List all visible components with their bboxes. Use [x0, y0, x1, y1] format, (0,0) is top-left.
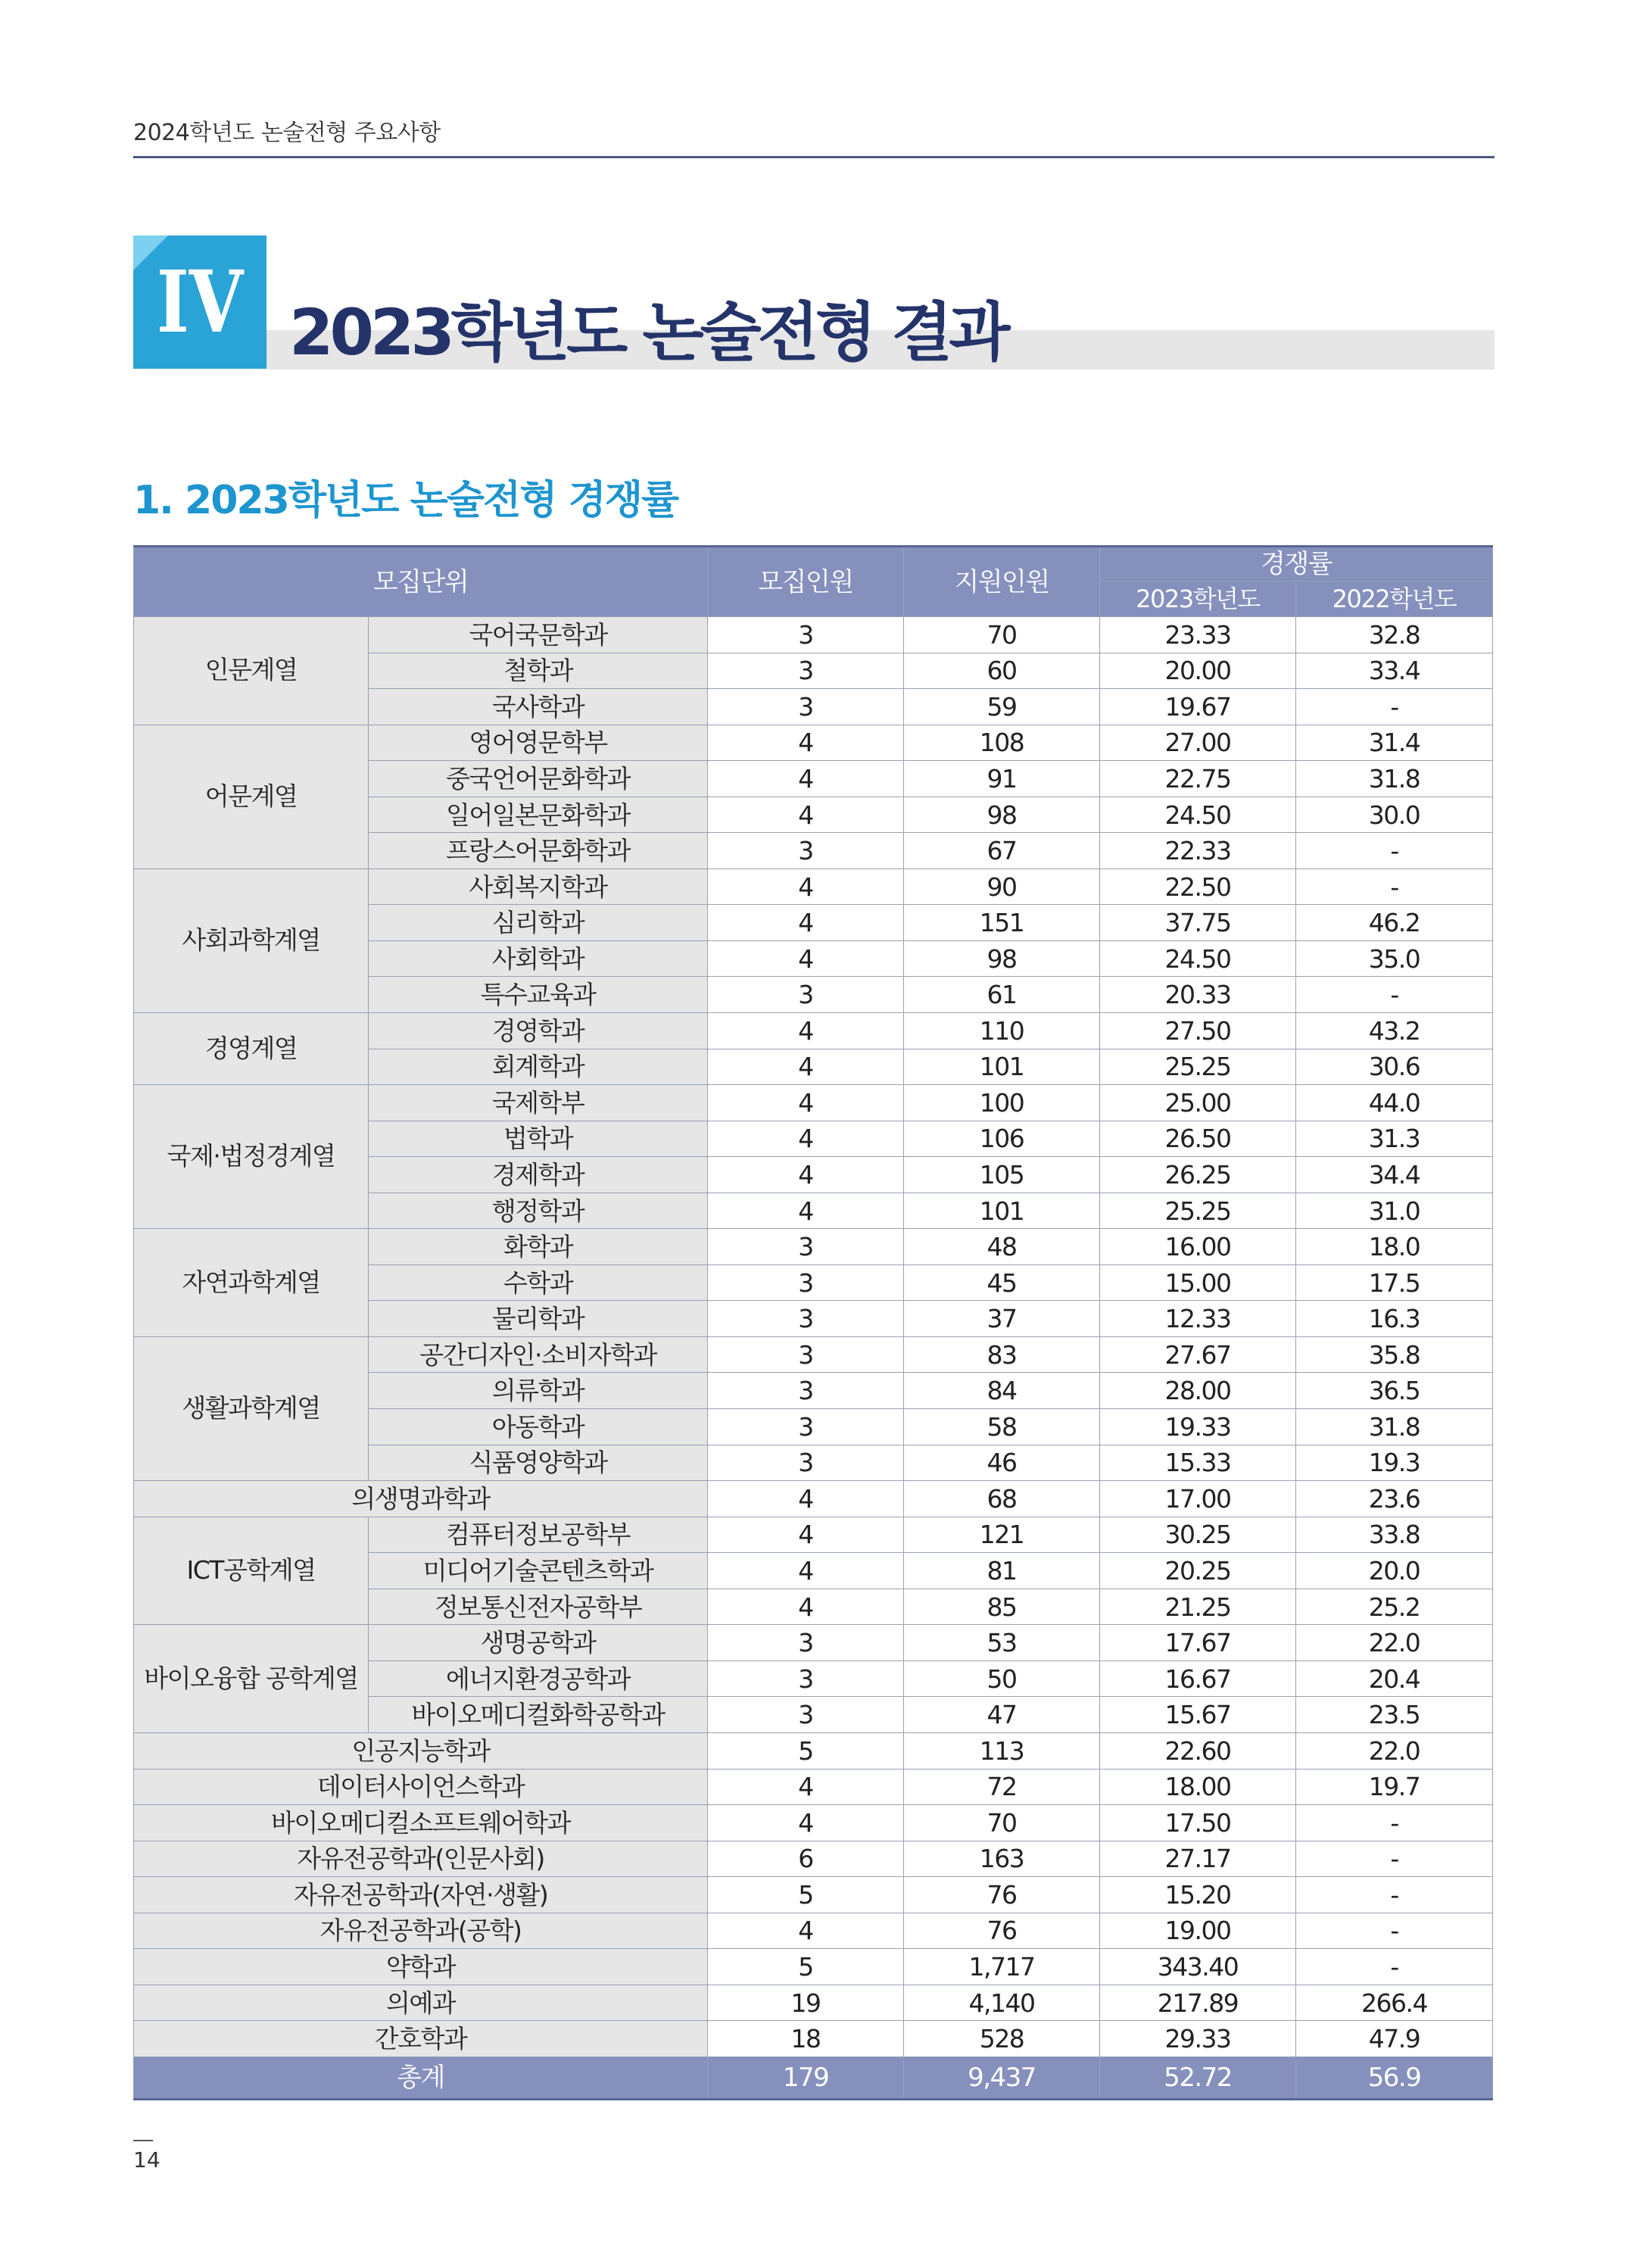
ratio-2022-cell: 23.5: [1296, 1697, 1493, 1733]
ratio-2023-cell: 25.00: [1100, 1085, 1296, 1121]
group-name: 생활과학계열: [134, 1336, 369, 1480]
applicants-cell: 528: [904, 2021, 1100, 2057]
department-name: 영어영문학부: [369, 725, 708, 761]
ratio-2022-cell: 22.0: [1296, 1732, 1493, 1769]
department-name: 프랑스어문화학과: [369, 833, 708, 869]
applicants-cell: 101: [904, 1193, 1100, 1229]
applicants-cell: 113: [904, 1732, 1100, 1769]
ratio-2022-cell: -: [1296, 868, 1493, 905]
ratio-2022-cell: 31.8: [1296, 1409, 1493, 1445]
ratio-2022-cell: 34.4: [1296, 1157, 1493, 1193]
department-name: 정보통신전자공학부: [369, 1589, 708, 1625]
ratio-2022-cell: 23.6: [1296, 1481, 1493, 1517]
ratio-2022-cell: 25.2: [1296, 1589, 1493, 1625]
department-name: 의생명과학과: [134, 1481, 708, 1517]
competition-rate-table: [133, 545, 1493, 2100]
table-row: [134, 1481, 1493, 1517]
applicants-cell: 59: [904, 689, 1100, 725]
ratio-2022-cell: 20.0: [1296, 1553, 1493, 1589]
department-name: 화학과: [369, 1229, 708, 1265]
applicants-cell: 67: [904, 833, 1100, 869]
applicants-cell: 45: [904, 1264, 1100, 1301]
ratio-2023-cell: 15.00: [1100, 1264, 1296, 1301]
applicants-cell: 84: [904, 1373, 1100, 1409]
quota-cell: 3: [708, 1301, 904, 1337]
applicants-cell: 61: [904, 977, 1100, 1013]
applicants-cell: 151: [904, 905, 1100, 941]
applicants-cell: 100: [904, 1085, 1100, 1121]
quota-cell: 4: [708, 1013, 904, 1049]
applicants-cell: 91: [904, 761, 1100, 797]
department-name: 경영학과: [369, 1013, 708, 1049]
ratio-2023-cell: 22.33: [1100, 833, 1296, 869]
department-name: 사회복지학과: [369, 868, 708, 905]
department-name: 특수교육과: [369, 977, 708, 1013]
ratio-2023-cell: 12.33: [1100, 1301, 1296, 1337]
ratio-2022-cell: -: [1296, 1841, 1493, 1877]
ratio-2023-cell: 22.50: [1100, 868, 1296, 905]
quota-cell: 3: [708, 977, 904, 1013]
ratio-2022-cell: -: [1296, 1913, 1493, 1949]
table-row: [134, 1732, 1493, 1769]
quota-cell: 4: [708, 725, 904, 761]
table-row: [134, 1013, 1493, 1049]
table-row: [134, 1877, 1493, 1913]
quota-cell: 4: [708, 1517, 904, 1553]
quota-cell: 4: [708, 1553, 904, 1589]
header-quota: 모집인원: [708, 547, 904, 617]
department-name: 공간디자인·소비자학과: [369, 1336, 708, 1373]
ratio-2022-cell: 17.5: [1296, 1264, 1493, 1301]
header-ratio-2023: 2023학년도: [1100, 582, 1296, 617]
ratio-2022-cell: 31.4: [1296, 725, 1493, 761]
quota-cell: 3: [708, 689, 904, 725]
ratio-2023-cell: 20.33: [1100, 977, 1296, 1013]
ratio-2022-cell: 35.8: [1296, 1336, 1493, 1373]
applicants-cell: 76: [904, 1877, 1100, 1913]
ratio-2022-cell: 19.3: [1296, 1445, 1493, 1481]
department-name: 아동학과: [369, 1409, 708, 1445]
quota-cell: 3: [708, 1229, 904, 1265]
applicants-cell: 108: [904, 725, 1100, 761]
quota-cell: 4: [708, 1589, 904, 1625]
quota-cell: 4: [708, 1481, 904, 1517]
ratio-2023-cell: 343.40: [1100, 1949, 1296, 1985]
department-name: 미디어기술콘텐츠학과: [369, 1553, 708, 1589]
ratio-2022-cell: -: [1296, 1877, 1493, 1913]
department-name: 심리학과: [369, 905, 708, 941]
total-label: 총계: [134, 2056, 708, 2099]
chapter-number: IV: [156, 252, 244, 352]
table-header: [134, 547, 1493, 617]
quota-cell: 18: [708, 2021, 904, 2057]
department-name: 컴퓨터정보공학부: [369, 1517, 708, 1553]
ratio-2022-cell: 46.2: [1296, 905, 1493, 941]
table-row: [134, 1517, 1493, 1553]
ratio-2023-cell: 15.20: [1100, 1877, 1296, 1913]
ratio-2022-cell: 33.8: [1296, 1517, 1493, 1553]
department-name: 수학과: [369, 1264, 708, 1301]
total-ratio-2023: 52.72: [1100, 2056, 1296, 2099]
ratio-2023-cell: 16.67: [1100, 1660, 1296, 1697]
quota-cell: 3: [708, 1409, 904, 1445]
ratio-2023-cell: 24.50: [1100, 940, 1296, 977]
total-applicants: 9,437: [904, 2056, 1100, 2099]
department-name: 자유전공학과(공학): [134, 1913, 708, 1949]
group-name: 자연과학계열: [134, 1229, 369, 1337]
table-row: [134, 1625, 1493, 1661]
ratio-2022-cell: 33.4: [1296, 653, 1493, 689]
ratio-2023-cell: 19.00: [1100, 1913, 1296, 1949]
ratio-2023-cell: 17.50: [1100, 1805, 1296, 1841]
group-name: ICT공학계열: [134, 1517, 369, 1625]
applicants-cell: 101: [904, 1049, 1100, 1085]
section-title: 1. 2023학년도 논술전형 경쟁률: [133, 478, 678, 523]
table-row: [134, 1769, 1493, 1805]
quota-cell: 4: [708, 1913, 904, 1949]
ratio-2023-cell: 23.33: [1100, 617, 1296, 653]
applicants-cell: 70: [904, 617, 1100, 653]
department-name: 중국언어문화학과: [369, 761, 708, 797]
applicants-cell: 98: [904, 797, 1100, 833]
ratio-2023-cell: 19.67: [1100, 689, 1296, 725]
quota-cell: 4: [708, 1157, 904, 1193]
department-name: 회계학과: [369, 1049, 708, 1085]
ratio-2022-cell: 36.5: [1296, 1373, 1493, 1409]
quota-cell: 4: [708, 1193, 904, 1229]
applicants-cell: 110: [904, 1013, 1100, 1049]
ratio-2023-cell: 25.25: [1100, 1049, 1296, 1085]
header-rule: [133, 156, 1495, 158]
chapter-number-badge: [133, 235, 267, 369]
group-name: 바이오융합 공학계열: [134, 1625, 369, 1733]
applicants-cell: 68: [904, 1481, 1100, 1517]
ratio-2023-cell: 30.25: [1100, 1517, 1296, 1553]
table-row: [134, 1841, 1493, 1877]
applicants-cell: 163: [904, 1841, 1100, 1877]
quota-cell: 4: [708, 1085, 904, 1121]
ratio-2023-cell: 24.50: [1100, 797, 1296, 833]
quota-cell: 3: [708, 1697, 904, 1733]
ratio-2022-cell: 20.4: [1296, 1660, 1493, 1697]
department-name: 법학과: [369, 1121, 708, 1157]
table-row: [134, 1985, 1493, 2021]
ratio-2022-cell: 35.0: [1296, 940, 1493, 977]
ratio-2022-cell: 19.7: [1296, 1769, 1493, 1805]
department-name: 바이오메디컬화학공학과: [369, 1697, 708, 1733]
ratio-2023-cell: 28.00: [1100, 1373, 1296, 1409]
applicants-cell: 47: [904, 1697, 1100, 1733]
department-name: 일어일본문화학과: [369, 797, 708, 833]
ratio-2022-cell: 43.2: [1296, 1013, 1493, 1049]
table-row: [134, 1085, 1493, 1121]
quota-cell: 4: [708, 1805, 904, 1841]
running-header: 2024학년도 논술전형 주요사항: [133, 120, 441, 146]
header-ratio: 경쟁률: [1100, 547, 1493, 582]
department-name: 바이오메디컬소프트웨어학과: [134, 1805, 708, 1841]
table-row: [134, 1805, 1493, 1841]
quota-cell: 4: [708, 905, 904, 941]
ratio-2023-cell: 37.75: [1100, 905, 1296, 941]
department-name: 행정학과: [369, 1193, 708, 1229]
quota-cell: 3: [708, 617, 904, 653]
ratio-2023-cell: 217.89: [1100, 1985, 1296, 2021]
department-name: 철학과: [369, 653, 708, 689]
table-row: [134, 2021, 1493, 2057]
ratio-2023-cell: 22.75: [1100, 761, 1296, 797]
quota-cell: 3: [708, 1445, 904, 1481]
department-name: 사회학과: [369, 940, 708, 977]
quota-cell: 3: [708, 833, 904, 869]
page-number: 14: [133, 2147, 161, 2172]
quota-cell: 19: [708, 1985, 904, 2021]
department-name: 의예과: [134, 1985, 708, 2021]
ratio-2023-cell: 21.25: [1100, 1589, 1296, 1625]
header-applicants: 지원인원: [904, 547, 1100, 617]
ratio-2023-cell: 15.67: [1100, 1697, 1296, 1733]
ratio-2022-cell: 22.0: [1296, 1625, 1493, 1661]
ratio-2023-cell: 26.50: [1100, 1121, 1296, 1157]
ratio-2023-cell: 26.25: [1100, 1157, 1296, 1193]
applicants-cell: 121: [904, 1517, 1100, 1553]
total-quota: 179: [708, 2056, 904, 2099]
quota-cell: 4: [708, 940, 904, 977]
total-ratio-2022: 56.9: [1296, 2056, 1493, 2099]
ratio-2022-cell: 44.0: [1296, 1085, 1493, 1121]
applicants-cell: 98: [904, 940, 1100, 977]
ratio-2023-cell: 16.00: [1100, 1229, 1296, 1265]
quota-cell: 4: [708, 797, 904, 833]
quota-cell: 5: [708, 1949, 904, 1985]
department-name: 물리학과: [369, 1301, 708, 1337]
quota-cell: 5: [708, 1732, 904, 1769]
group-name: 경영계열: [134, 1013, 369, 1085]
header-ratio-2022: 2022학년도: [1296, 582, 1493, 617]
department-name: 간호학과: [134, 2021, 708, 2057]
quota-cell: 3: [708, 1660, 904, 1697]
table-row: [134, 617, 1493, 653]
ratio-2022-cell: -: [1296, 689, 1493, 725]
ratio-2022-cell: 266.4: [1296, 1985, 1493, 2021]
quota-cell: 4: [708, 1049, 904, 1085]
ratio-2023-cell: 27.00: [1100, 725, 1296, 761]
department-name: 약학과: [134, 1949, 708, 1985]
department-name: 경제학과: [369, 1157, 708, 1193]
department-name: 의류학과: [369, 1373, 708, 1409]
department-name: 국어국문학과: [369, 617, 708, 653]
table-row: [134, 1949, 1493, 1985]
department-name: 에너지환경공학과: [369, 1660, 708, 1697]
table-row: [134, 1229, 1493, 1265]
chapter-title: 2023학년도 논술전형 결과: [289, 295, 1007, 370]
ratio-2023-cell: 27.50: [1100, 1013, 1296, 1049]
applicants-cell: 50: [904, 1660, 1100, 1697]
ratio-2022-cell: 30.6: [1296, 1049, 1493, 1085]
quota-cell: 3: [708, 1373, 904, 1409]
department-name: 국사학과: [369, 689, 708, 725]
department-name: 자유전공학과(인문사회): [134, 1841, 708, 1877]
quota-cell: 3: [708, 653, 904, 689]
quota-cell: 6: [708, 1841, 904, 1877]
ratio-2023-cell: 29.33: [1100, 2021, 1296, 2057]
ratio-2023-cell: 17.67: [1100, 1625, 1296, 1661]
quota-cell: 4: [708, 868, 904, 905]
ratio-2022-cell: 31.0: [1296, 1193, 1493, 1229]
table-row: [134, 868, 1493, 905]
applicants-cell: 76: [904, 1913, 1100, 1949]
table-row: [134, 1336, 1493, 1373]
header-unit: 모집단위: [134, 547, 708, 617]
total-row: [134, 2056, 1493, 2099]
quota-cell: 3: [708, 1625, 904, 1661]
ratio-2023-cell: 25.25: [1100, 1193, 1296, 1229]
ratio-2023-cell: 15.33: [1100, 1445, 1296, 1481]
ratio-2022-cell: 16.3: [1296, 1301, 1493, 1337]
ratio-2022-cell: 47.9: [1296, 2021, 1493, 2057]
ratio-2022-cell: 30.0: [1296, 797, 1493, 833]
group-name: 어문계열: [134, 725, 369, 868]
ratio-2022-cell: 31.3: [1296, 1121, 1493, 1157]
applicants-cell: 72: [904, 1769, 1100, 1805]
applicants-cell: 106: [904, 1121, 1100, 1157]
applicants-cell: 53: [904, 1625, 1100, 1661]
group-name: 사회과학계열: [134, 868, 369, 1012]
ratio-2022-cell: 32.8: [1296, 617, 1493, 653]
quota-cell: 3: [708, 1264, 904, 1301]
department-name: 생명공학과: [369, 1625, 708, 1661]
applicants-cell: 60: [904, 653, 1100, 689]
ratio-2023-cell: 20.00: [1100, 653, 1296, 689]
ratio-2023-cell: 17.00: [1100, 1481, 1296, 1517]
table-row: [134, 1913, 1493, 1949]
ratio-2022-cell: -: [1296, 1805, 1493, 1841]
table-body: [134, 617, 1493, 2057]
quota-cell: 3: [708, 1336, 904, 1373]
ratio-2022-cell: 18.0: [1296, 1229, 1493, 1265]
applicants-cell: 90: [904, 868, 1100, 905]
applicants-cell: 85: [904, 1589, 1100, 1625]
group-name: 인문계열: [134, 617, 369, 725]
footer-rule: [133, 2140, 153, 2141]
ratio-2023-cell: 19.33: [1100, 1409, 1296, 1445]
applicants-cell: 37: [904, 1301, 1100, 1337]
table-row: [134, 725, 1493, 761]
ratio-2023-cell: 18.00: [1100, 1769, 1296, 1805]
quota-cell: 4: [708, 1769, 904, 1805]
applicants-cell: 70: [904, 1805, 1100, 1841]
applicants-cell: 48: [904, 1229, 1100, 1265]
applicants-cell: 58: [904, 1409, 1100, 1445]
department-name: 국제학부: [369, 1085, 708, 1121]
ratio-2022-cell: 31.8: [1296, 761, 1493, 797]
ratio-2023-cell: 27.17: [1100, 1841, 1296, 1877]
applicants-cell: 83: [904, 1336, 1100, 1373]
ratio-2022-cell: -: [1296, 977, 1493, 1013]
department-name: 데이터사이언스학과: [134, 1769, 708, 1805]
applicants-cell: 4,140: [904, 1985, 1100, 2021]
ratio-2023-cell: 22.60: [1100, 1732, 1296, 1769]
group-name: 국제·법정경계열: [134, 1085, 369, 1229]
ratio-2022-cell: -: [1296, 1949, 1493, 1985]
quota-cell: 4: [708, 1121, 904, 1157]
department-name: 자유전공학과(자연·생활): [134, 1877, 708, 1913]
quota-cell: 5: [708, 1877, 904, 1913]
applicants-cell: 81: [904, 1553, 1100, 1589]
applicants-cell: 46: [904, 1445, 1100, 1481]
quota-cell: 4: [708, 761, 904, 797]
ratio-2023-cell: 20.25: [1100, 1553, 1296, 1589]
department-name: 식품영양학과: [369, 1445, 708, 1481]
ratio-2023-cell: 27.67: [1100, 1336, 1296, 1373]
applicants-cell: 1,717: [904, 1949, 1100, 1985]
applicants-cell: 105: [904, 1157, 1100, 1193]
department-name: 인공지능학과: [134, 1732, 708, 1769]
ratio-2022-cell: -: [1296, 833, 1493, 869]
